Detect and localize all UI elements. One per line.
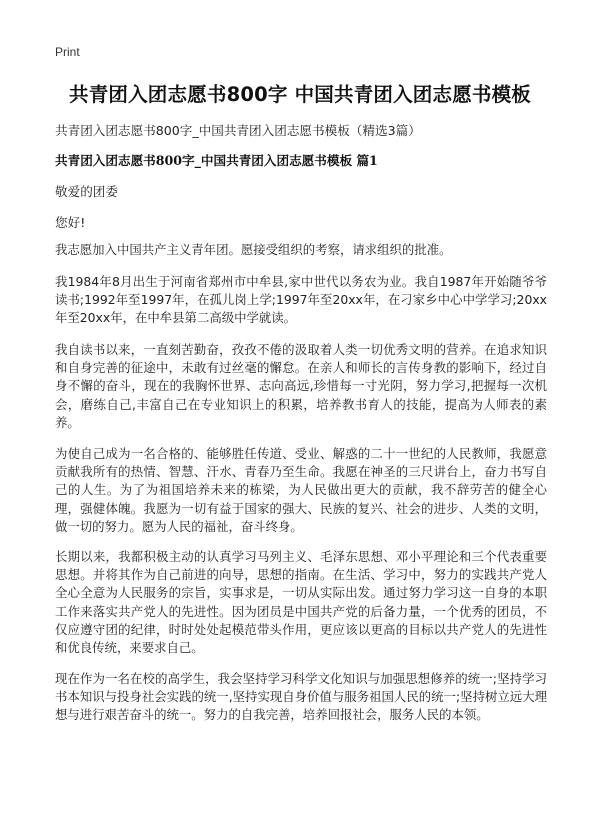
paragraph: 为使自己成为一名合格的、能够胜任传道、受业、解惑的二十一世纪的人民教师，我愿意贡献我所有的热情、智慧、汗水、青春乃至生命。我愿在神圣的三尺讲台上，奋力书写自己的人生。为了为祖国培养未来的栋梁，为人民做出更大的贡献，我不辞劳苦的健全心理，强健体魄。我愿为一切有益于国家的强大、民族的复兴、社会的进步、人类的文明，做一切的努力。愿为人民的福祉，奋斗终身。: [55, 446, 547, 534]
section-heading: 共青团入团志愿书800字_中国共青团入团志愿书模板 篇1: [55, 153, 378, 168]
paragraph: 我1984年8月出生于河南省郑州市中牟县,家中世代以务农为业。我自1987年开始随爷爷读书;1992年至1997年，在孤儿岗上学;1997年至20xx年，在刁家乡中心中学学习;20xx年至20xx年，在中牟县第二高级中学就读。: [55, 274, 547, 326]
greeting: 您好!: [55, 215, 86, 230]
paragraph: 我志愿加入中国共产主义青年团。愿接受组织的考察，请求组织的批准。: [55, 242, 452, 257]
paragraph: 现在作为一名在校的高学生，我会坚持学习科学文化知识与加强思想修养的统一;坚持学习书本知识与投身社会实践的统一,坚持实现自身价值与服务祖国人民的统一;坚持树立远大理想与进行艰苦奋斗的统一。努力的自我完善，培养回报社会，服务人民的本领。: [55, 671, 547, 723]
document-subtitle: 共青团入团志愿书800字_中国共青团入团志愿书模板（精选3篇）: [55, 123, 421, 138]
paragraph: 我自读书以来，一直刻苦勤奋，孜孜不倦的汲取着人类一切优秀文明的营养。在追求知识和自身完善的征途中，未敢有过丝毫的懈怠。在亲人和师长的言传身教的影响下，经过自身不懈的奋斗，现在的我胸怀世界、志向高远,珍惜每一寸光阴，努力学习,把握每一次机会，磨练自己,丰富自己在专业知识上的积累，培养教书育人的技能，提高为人师表的素养。: [55, 342, 547, 430]
print-link[interactable]: Print: [55, 45, 80, 59]
page-title: 共青团入团志愿书800字 中国共青团入团志愿书模板: [69, 83, 531, 106]
salutation: 敬爱的团委: [55, 184, 118, 199]
paragraph: 长期以来，我都积极主动的认真学习马列主义、毛泽东思想、邓小平理论和三个代表重要思想。并将其作为自己前进的向导，思想的指南。在生活、学习中，努力的实践共产党人全心全意为人民服务的宗旨，实事求是，一切从实际出发。通过努力学习这一自身的本职工作来落实共产党人的先进性。因为团员是中国共产党的后备力量，一个优秀的团员，不仅应遵守团的纪律，时时处处起模范带头作用，更应该以更高的目标以共产党人的先进性和优良传统，来要求自己。: [55, 549, 547, 656]
